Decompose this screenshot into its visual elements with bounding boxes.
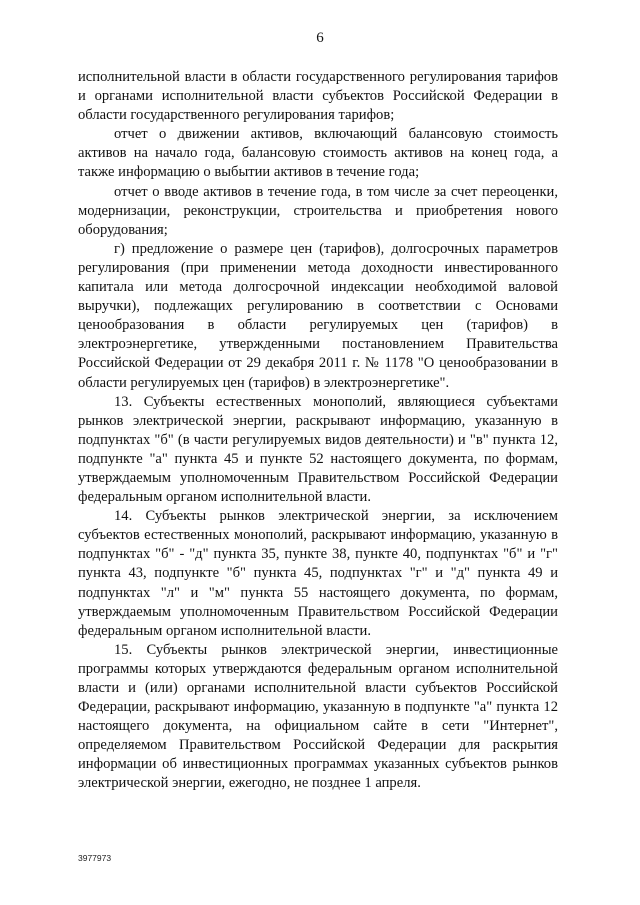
paragraph-asset-commissioning-report: отчет о вводе активов в течение года, в том числе за счет переоценки, модернизации, реконструкции, строительства и приобретения нового оборудования;	[78, 183, 558, 238]
paragraph-asset-movement-report: отчет о движении активов, включающий балансовую стоимость активов на начало года, балансовую стоимость активов на конец года, а также информацию о выбытии активов в течение года;	[78, 126, 558, 181]
paragraph-continuation: исполнительной власти в области государственного регулирования тарифов и органами исполнительной власти субъектов Российской Федерации в области государственного регулирования тарифов;	[78, 69, 558, 124]
paragraph-tariff-proposal: г) предложение о размере цен (тарифов), долгосрочных параметров регулирования (при применении метода доходности инвестированного капитала или метода долгосрочной индексации необходимой валовой выручки), подлежащих регулированию в соответствии с Основами ценообразования в области регулируемых цен (тарифов) в электроэнергетике, утвержденными постановлением Правительства Российской Федерации от 29 декабря 2011 г. № 1178 "О ценообразовании в области регулируемых цен (тарифов) в электроэнергетике".	[78, 240, 558, 391]
page-number: 6	[316, 30, 324, 46]
paragraph-clause-14: 14. Субъекты рынков электрической энергии, за исключением субъектов естественных монополий, раскрывают информацию, указанную в подпунктах "б" - "д" пункта 35, пункте 38, пункте 40, подпунктах "б" и "г" пункта 43, подпункте "б" пункта 45, подпунктах "г" и "д" пункта 49 и подпунктах "л" и "м" пункта 55 настоящего документа, по формам, утверждаемым уполномоченным Правительством Российской Федерации федеральным органом исполнительной власти.	[78, 508, 558, 639]
paragraph-clause-15: 15. Субъекты рынков электрической энергии, инвестиционные программы которых утверждаются федеральным органом исполнительной власти и (или) органами исполнительной власти субъектов Российской Федерации, раскрывают информацию, указанную в подпункте "а" пункта 12 настоящего документа, на официальном сайте в сети "Интернет", определяемом Правительством Российской Федерации для раскрытия информации об инвестиционных программах указанных субъектов рынков электрической энергии, ежегодно, не позднее 1 апреля.	[78, 641, 558, 792]
paragraph-clause-13: 13. Субъекты естественных монополий, являющиеся субъектами рынков электрической энергии, раскрывают информацию, указанную в подпунктах "б" (в части регулируемых видов деятельности) и "в" пункта 12, подпункте "а" пункта 45 и пункте 52 настоящего документа, по формам, утверждаемым уполномоченным Правительством Российской Федерации федеральным органом исполнительной власти.	[78, 393, 558, 506]
document-code: 3977973	[78, 853, 112, 863]
document-body	[78, 68, 558, 794]
